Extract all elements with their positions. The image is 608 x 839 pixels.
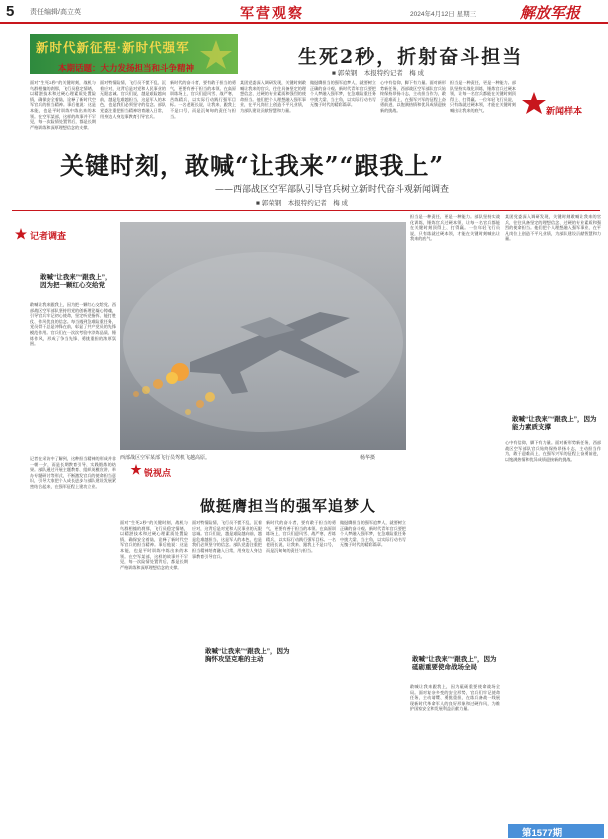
sharp-view-title: 做挺膺担当的强军追梦人 — [200, 497, 377, 515]
header-divider — [0, 22, 608, 24]
right-subhead-2: 敢喊“让我来”“跟我上”，因为砥砺重要使命战场全局 — [412, 656, 497, 671]
main-subtitle: ——西部战区空军部队引导官兵树立新时代奋斗观新闻调查 — [215, 185, 450, 195]
right-subhead-1: 敢喊“让我来”“跟我上”，因为能力素质支撑 — [512, 416, 597, 431]
main-title: 关键时刻，敢喊“让我来”“跟我上” — [60, 151, 445, 180]
top-headline: 生死2秒，折射奋斗担当 — [298, 46, 524, 68]
banner-star-icon — [196, 36, 236, 72]
text-column: 某团党委深入调研发现，关键时刻敢喊让我来的官兵，往往具备坚定的理想信念、过硬的专业素质和强烈的使命担当。他们把个人理想融入强军事业，在平凡岗位上创造不平凡业绩，为部队建设贡献智慧和力量。 — [240, 80, 306, 113]
text-column: 心中有信仰，脚下有力量。面对新形势新任务，西部战区空军部队官兵始终保持昂扬斗志，主动担当作为，敢于迎难而上，在强军兴军的征程上奋勇前进，以饱满热情和优异成绩迎接新的挑战。 — [505, 440, 601, 462]
issue-number: 第1577期 — [522, 828, 563, 839]
news-sample-label: 新闻样本 — [546, 106, 583, 116]
text-column: 担当是一种责任，更是一种能力。部队坚持实战化训练，锤炼官兵过硬本领，让每一名官兵都能在关键时刻顶得上、打得赢。一位年轻飞行员说，只有练就过硬本领，才能在关键时刻喊出让我来的底气。 — [450, 80, 516, 113]
text-column: 面对“生死2秒”的关键时刻，战机与鸟群相撞的刹那，飞行员稳定情绪，以精湛技术和过硬心理素质处置险情，确保安全着陆，诠释了新时代空军官兵的担当精神。事后他说：这是本能，也是平时训练中练出来的本领。在空军某部，这样的故事并不罕见，每一次险情处置背后，都是长期严格训练和深厚理想信念的支撑。 — [30, 80, 96, 130]
photo-caption: 西部战区空军某部飞行员驾机飞越高原。 — [120, 455, 211, 461]
text-column: 敢喊让我来跟我上，因为砥砺重要使命战场全局。面对复杂多变的安全形势，官兵们牢记使命任务，主动请缨、勇挑重担，在练兵备战一线展现新时代革命军人的良好形象和过硬作风，为维护国家安全和发展利益贡献力量。 — [410, 684, 500, 712]
text-column: 担当是一种责任，更是一种能力。部队坚持实战化训练，锤炼官兵过硬本领，让每一名官兵都能在关键时刻顶得上、打得赢。一位年轻飞行员说，只有练就过硬本领，才能在关键时刻喊出让我来的底气。 — [410, 214, 500, 242]
newspaper-logo: 解放军报 — [520, 4, 581, 22]
top-byline: ■ 郭荣钢 本报特约记者 梅 成 — [332, 70, 425, 77]
title-divider — [12, 210, 600, 211]
page-number: 5 — [6, 3, 15, 20]
jet-illustration — [120, 222, 406, 450]
text-column: 面对特情险情，飞行员不慌不乱、沉着应对，这背后是对党和人民事业的无限忠诚。官兵们说，越是艰险越向前，越是危难越担当，这是军人的本色，也是我们必须坚守的信念。部队党委注重把担当精神培育融入日常，用身边人身边事教育引导官兵。 — [192, 520, 262, 559]
main-byline: ■ 郭荣钢 本报特约记者 梅 成 — [256, 200, 349, 207]
section-title: 军营观察 — [240, 5, 304, 21]
text-column: 面对特情险情，飞行员不慌不乱、沉着应对，这背后是对党和人民事业的无限忠诚。官兵们说，越是艰险越向前，越是危难越担当，这是军人的本色，也是我们必须坚守的信念。部队党委注重把担当精神培育融入日常，用身边人身边事教育引导官兵。 — [100, 80, 166, 119]
text-column: 做挺膺担当的强军追梦人，就要树立正确的奋斗观。新时代青年官兵要把个人梦融入强军梦，在急难险重任务中挑大梁、当主角，以实际行动书写无愧于时代的精彩篇章。 — [340, 520, 406, 548]
editor-line: 责任编辑/高立英 — [30, 9, 81, 16]
text-column: 敢喊让我来跟我上，因为把一颗红心交给党。西部战区空军部队坚持用党的创新理论凝心铸魂，引导官兵牢记初心使命，坚定听党指挥、能打胜仗、作风优良的信念。每当遇到急难险重任务，党员骨干总是冲锋在前，彰显了共产党员的先锋模范作用。官兵们在一次次考验中淬炼品质、锤炼作风，形成了争当先锋、勇挑重担的浓厚氛围。 — [30, 302, 116, 347]
photo-credit: 杨华摄 — [360, 455, 376, 461]
text-column: 某团党委深入调研发现，关键时刻敢喊让我来的官兵，往往具备坚定的理想信念、过硬的专业素质和强烈的使命担当。他们把个人理想融入强军事业，在平凡岗位上创造不平凡业绩，为部队建设贡献智慧和力量。 — [505, 214, 601, 242]
mid-subhead: 敢喊“让我来”“跟我上”，因为胸怀攻坚克难的主动 — [205, 648, 290, 663]
text-column: 做挺膺担当的强军追梦人，就要树立正确的奋斗观。新时代青年官兵要把个人梦融入强军梦，在急难险重任务中挑大梁、当主角，以实际行动书写无愧于时代的精彩篇章。 — [310, 80, 376, 108]
text-column: 新时代的奋斗者，要有敢于担当的勇气，更要有善于担当的本领。在高原训练场上，官兵们迎风雪、战严寒，苦练精兵，以实际行动践行强军目标。一名老班长说，让我来、跟我上不是口号，而是沉甸甸的责任与担当。 — [266, 520, 336, 553]
survey-subhead: 敢喊“让我来”“跟我上”，因为把一颗红心交给党 — [40, 274, 112, 289]
sharp-view-star-icon — [130, 464, 142, 476]
banner-subtitle: 本期话题：大力发扬担当和斗争精神 — [58, 63, 195, 73]
text-column: 新时代的奋斗者，要有敢于担当的勇气，更要有善于担当的本领。在高原训练场上，官兵们迎风雪、战严寒，苦练精兵，以实际行动践行强军目标。一名老班长说，让我来、跟我上不是口号，而是沉甸甸的责任与担当。 — [170, 80, 236, 119]
fighter-jet-photo — [120, 222, 406, 450]
text-column: 面对“生死2秒”的关键时刻，战机与鸟群相撞的刹那，飞行员稳定情绪，以精湛技术和过硬心理素质处置险情，确保安全着陆，诠释了新时代空军官兵的担当精神。事后他说：这是本能，也是平时训练中练出来的本领。在空军某部，这样的故事并不罕见，每一次险情处置背后，都是长期严格训练和深厚理想信念的支撑。 — [120, 520, 188, 570]
text-column: 心中有信仰，脚下有力量。面对新形势新任务，西部战区空军部队官兵始终保持昂扬斗志，主动担当作为，敢于迎难而上，在强军兴军的征程上奋勇前进，以饱满热情和优异成绩迎接新的挑战。 — [380, 80, 446, 113]
survey-star-icon — [14, 228, 28, 240]
reporter-survey-tag: 记者调查 — [30, 231, 67, 241]
sharp-view-tag: 锐视点 — [144, 468, 172, 478]
date-line: 2024年4月12日 星期三 — [410, 11, 477, 18]
text-column: 记者在采访中了解到，这种担当精神的形成并非一朝一夕，而是长期教育引导、实践锻炼的结果。部队通过开展主题教育、组织英模宣讲、举办专题研讨等形式，不断激发官兵的使命担当意识，引导大家把个人成长进步与部队建设发展紧密结合起来，在强军征程上建功立业。 — [30, 456, 116, 489]
banner-title: 新时代新征程·新时代强军 — [36, 41, 190, 55]
